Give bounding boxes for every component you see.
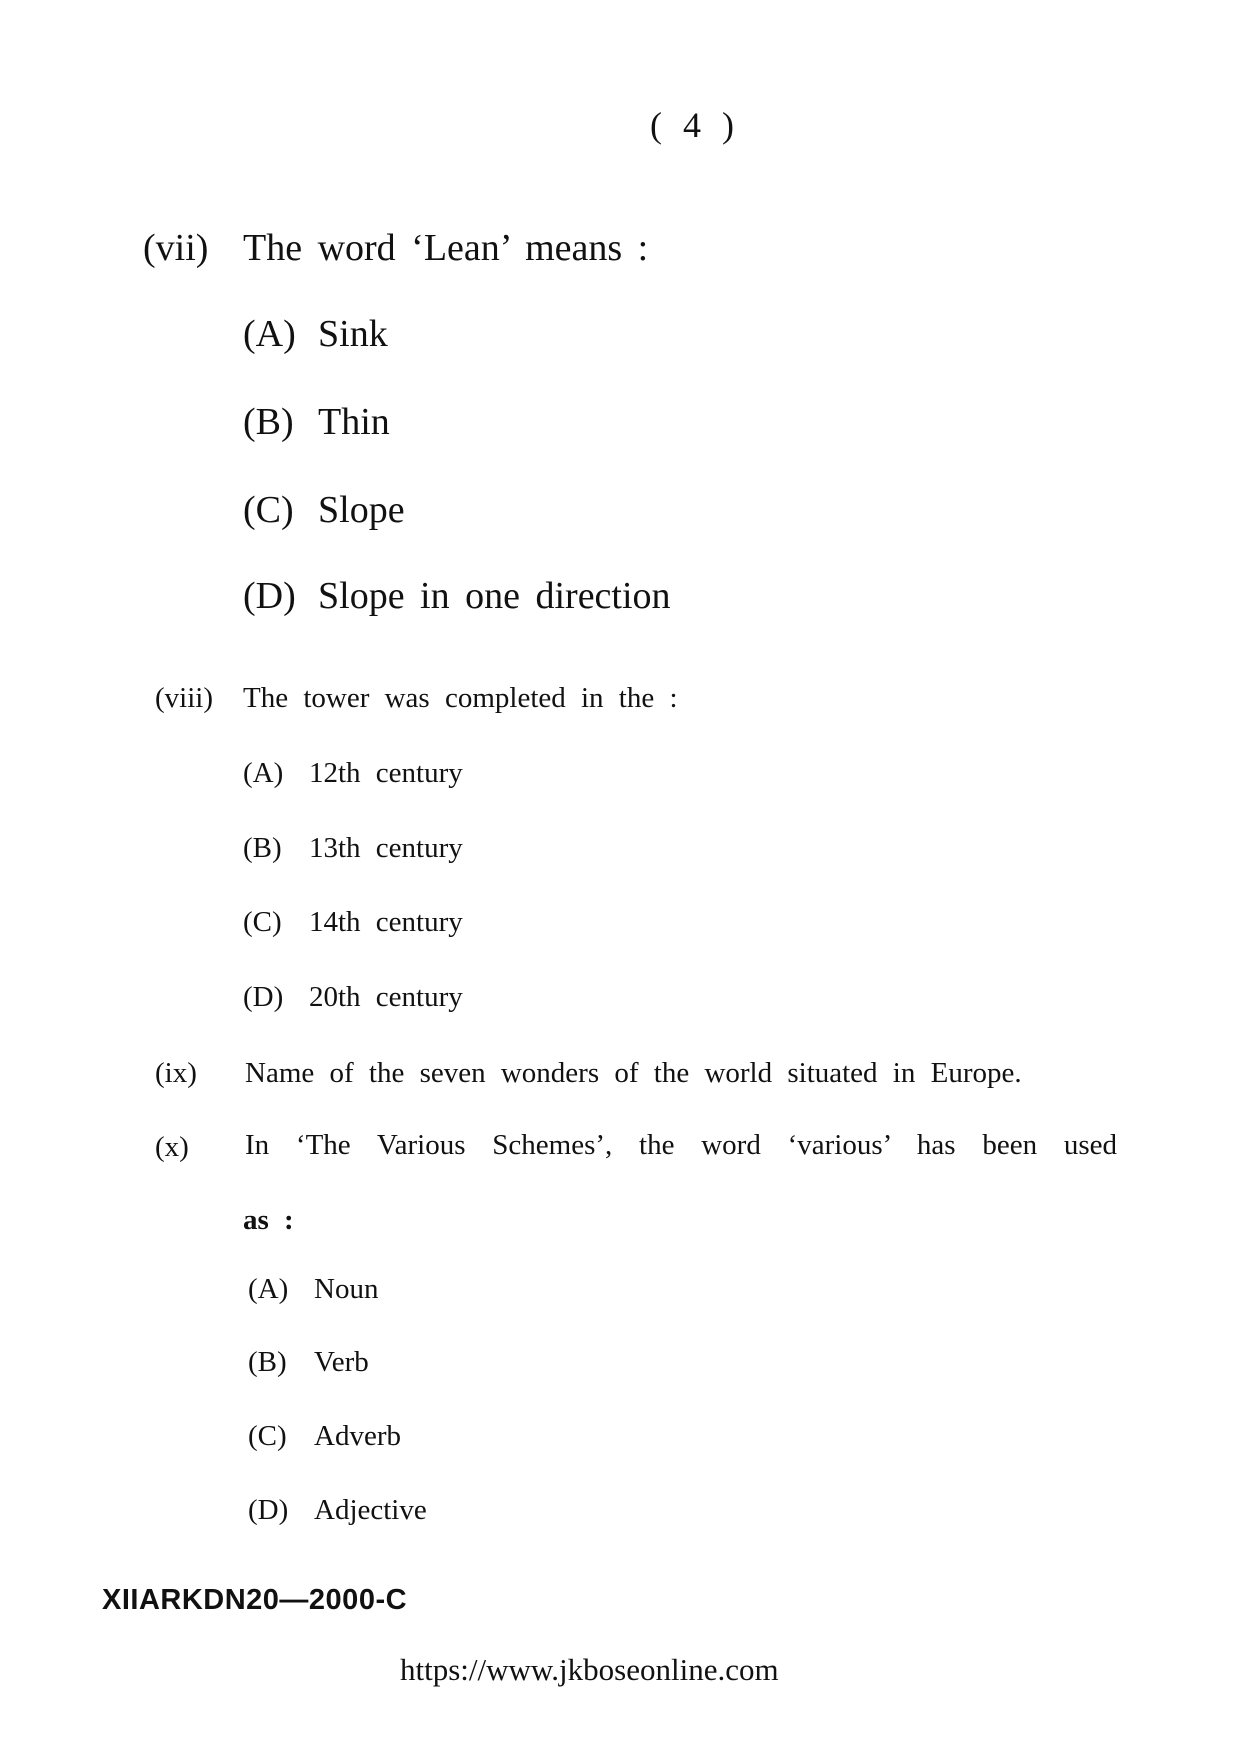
option-letter: (D) xyxy=(243,575,296,617)
page-number: ( 4 ) xyxy=(650,105,740,145)
question-number: (x) xyxy=(155,1131,189,1163)
option-letter: (C) xyxy=(243,906,282,938)
question-text-line-2: as : xyxy=(243,1204,294,1236)
option-b xyxy=(243,400,390,444)
option-text: Slope xyxy=(318,489,405,531)
option-letter: (D) xyxy=(243,981,284,1013)
option-d xyxy=(243,981,463,1014)
question-text-line-1: In ‘The Various Schemes’, the word ‘various’ has been used xyxy=(245,1129,1117,1161)
paper-code: XIIARKDN20—2000-C xyxy=(102,1584,408,1616)
option-a xyxy=(243,312,388,356)
option-b xyxy=(248,1346,369,1379)
option-c xyxy=(248,1420,401,1453)
option-text: Sink xyxy=(318,313,388,355)
footer-url: https://www.jkboseonline.com xyxy=(400,1652,779,1687)
option-text: Noun xyxy=(314,1273,379,1305)
option-b xyxy=(243,832,463,865)
option-letter: (B) xyxy=(248,1346,287,1378)
option-text: Thin xyxy=(318,401,390,443)
option-d xyxy=(243,574,671,618)
option-text: Adverb xyxy=(314,1420,401,1452)
option-text: 14th century xyxy=(309,906,463,938)
option-text: 12th century xyxy=(309,757,463,789)
option-text: 13th century xyxy=(309,832,463,864)
option-d xyxy=(248,1494,427,1527)
option-text: Adjective xyxy=(314,1494,427,1526)
option-text: 20th century xyxy=(309,981,463,1013)
option-a xyxy=(248,1273,378,1306)
question-text: The word ‘Lean’ means : xyxy=(243,227,649,269)
option-c xyxy=(243,906,463,939)
option-a xyxy=(243,757,463,790)
option-letter: (A) xyxy=(243,757,284,789)
option-letter: (C) xyxy=(248,1420,287,1452)
option-letter: (B) xyxy=(243,832,282,864)
option-letter: (B) xyxy=(243,401,294,443)
option-text: Verb xyxy=(314,1346,369,1378)
question-number: (vii) xyxy=(143,227,209,269)
option-c xyxy=(243,488,405,532)
option-letter: (A) xyxy=(243,313,296,355)
option-letter: (D) xyxy=(248,1494,289,1526)
question-number: (viii) xyxy=(155,682,213,714)
question-text: The tower was completed in the : xyxy=(243,682,678,714)
option-letter: (A) xyxy=(248,1273,289,1305)
option-text: Slope in one direction xyxy=(318,575,671,617)
question-number: (ix) xyxy=(155,1057,197,1089)
option-letter: (C) xyxy=(243,489,294,531)
question-text: Name of the seven wonders of the world situated in Europe. xyxy=(245,1057,1022,1089)
